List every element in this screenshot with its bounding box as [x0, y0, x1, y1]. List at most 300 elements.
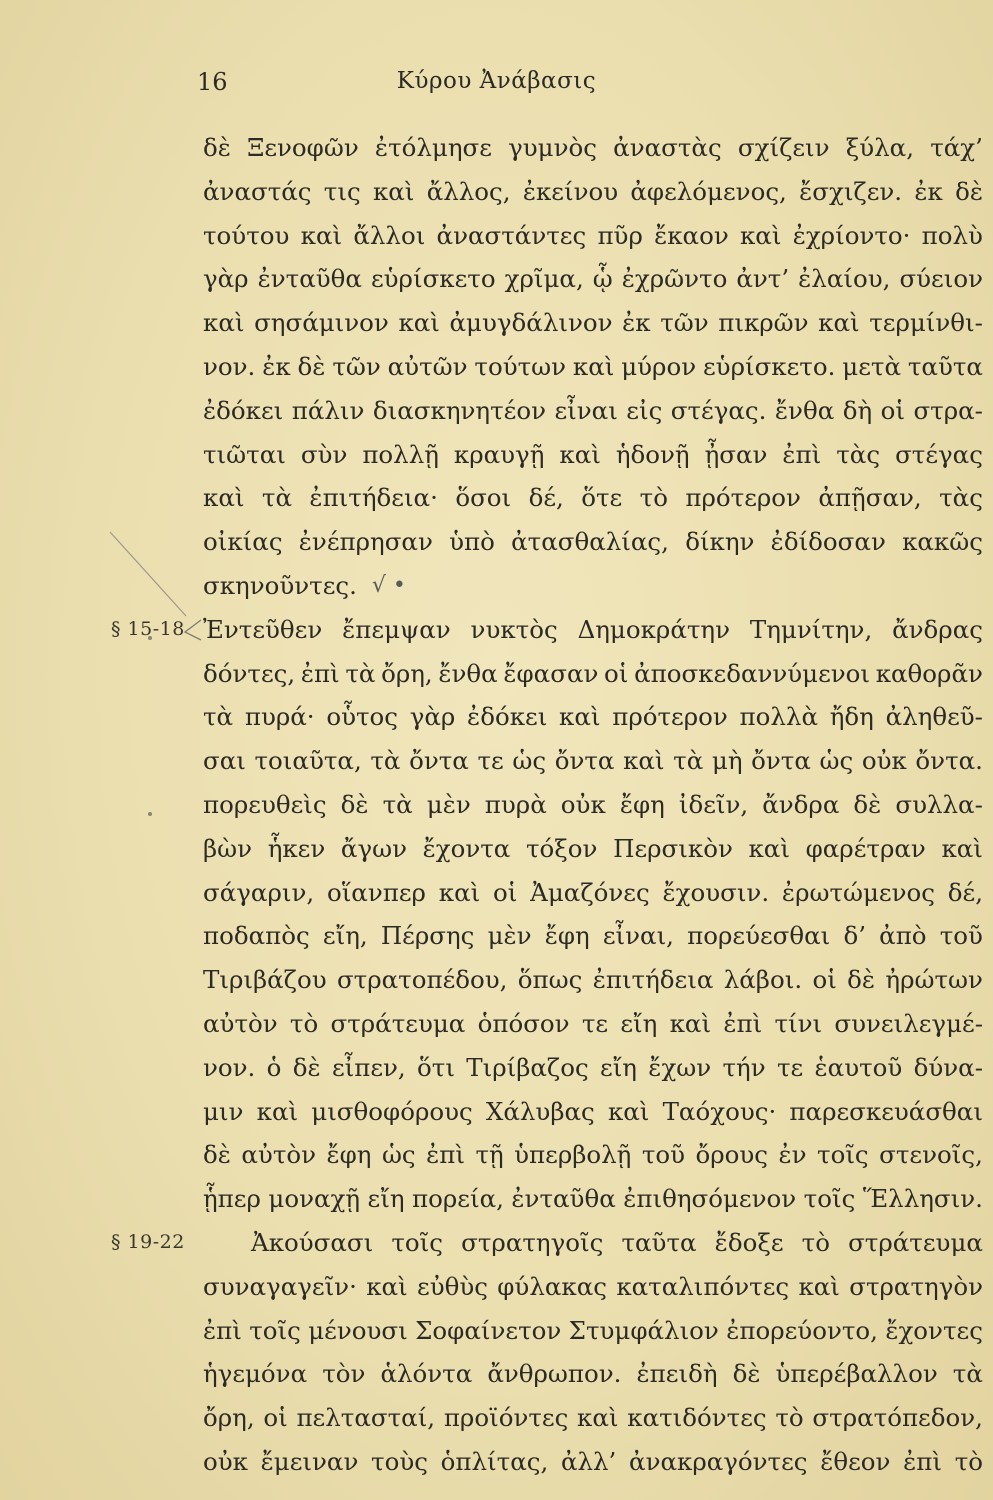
- word: ἀναστάντες: [436, 220, 587, 250]
- word: δ’: [843, 921, 866, 951]
- word: καὶ: [559, 439, 601, 469]
- word: καταλιπόντες: [616, 1271, 790, 1301]
- word: ἐκ: [914, 176, 943, 206]
- word: στρατόπεδον,: [812, 1403, 983, 1433]
- word: κατιδόντες: [627, 1403, 767, 1433]
- word: καὶ: [748, 833, 790, 863]
- word: χρῖμα,: [504, 264, 584, 294]
- word: πορευθεὶς: [203, 789, 327, 819]
- word: δόντες,: [203, 658, 296, 688]
- word: καὶ: [203, 308, 245, 338]
- word: ἠρώτων: [885, 965, 983, 995]
- word: ᾗπερ: [203, 1184, 261, 1214]
- word: ταῦτα: [621, 1227, 697, 1257]
- word: καὶ: [572, 351, 615, 381]
- word: ἐνέπρησαν: [298, 527, 433, 557]
- word: ἧκεν: [267, 833, 326, 863]
- word: μετὰ: [842, 351, 901, 381]
- word: τούτου: [203, 220, 290, 250]
- word: ὄντα.: [915, 746, 983, 776]
- word: ἐπειδὴ: [636, 1359, 718, 1389]
- word: καὶ: [559, 702, 601, 732]
- word: τούτων: [474, 351, 567, 381]
- text-line: [203, 914, 983, 958]
- word: ἔπεμψαν: [342, 614, 451, 644]
- word: μὴ: [711, 746, 743, 776]
- word: στενοῖς,: [879, 1140, 983, 1170]
- word: δὴ: [842, 395, 873, 425]
- word: ἔθεον: [820, 1446, 891, 1476]
- word: σκηνοῦντες.: [203, 570, 357, 600]
- word: ἔχων: [648, 1052, 712, 1082]
- word: ὄρη,: [381, 658, 433, 688]
- word: ἀποσκεδαννύμενοι: [634, 658, 871, 688]
- word: ἐπιτήδεια·: [309, 483, 438, 513]
- word: εἴη: [620, 1008, 658, 1038]
- word: ἔκαον: [654, 220, 729, 250]
- word: πάλιν: [291, 395, 365, 425]
- word: δὲ: [955, 176, 983, 206]
- word: τὸ: [775, 1403, 804, 1433]
- word: ἀναστάς: [203, 176, 312, 206]
- word: πῦρ: [597, 220, 643, 250]
- text-line: [203, 958, 983, 1002]
- word: ἔνθα: [438, 658, 498, 688]
- text-line: [203, 1090, 983, 1134]
- word: ταῦτα: [907, 351, 983, 381]
- word: ἐπιτήδεια: [592, 965, 714, 995]
- word: αὐτῶν: [387, 351, 468, 381]
- word: διασκηνητέον: [372, 395, 546, 425]
- word: συναγαγεῖν·: [203, 1271, 357, 1301]
- word: ἐπὶ: [723, 1008, 763, 1038]
- text-line: [203, 1440, 983, 1484]
- text-line: [203, 433, 983, 477]
- word: ἔχοντες: [885, 1315, 983, 1345]
- word: ἐδόκει: [467, 702, 548, 732]
- word: συνειλεγμέ-: [834, 1008, 983, 1038]
- word: τὸ: [954, 1446, 983, 1476]
- word: οἱ: [263, 1403, 288, 1433]
- word: ἐπὶ: [300, 658, 340, 688]
- word: ἡγεμόνα: [203, 1359, 308, 1389]
- word: πολλῇ: [362, 439, 439, 469]
- word: καὶ: [607, 1096, 650, 1126]
- word: καὶ: [623, 746, 665, 776]
- word: μοναχῇ: [268, 1184, 361, 1214]
- word: καθορᾶν: [875, 658, 983, 688]
- word: τοῖς: [803, 1184, 856, 1214]
- word: ὑπερβολῇ: [514, 1140, 632, 1170]
- word: εἴη: [367, 1184, 405, 1214]
- word: ὁ: [266, 1052, 282, 1082]
- word: κραυγῇ: [453, 439, 545, 469]
- word: ἀφελόμενος,: [630, 176, 787, 206]
- word: καὶ: [438, 877, 481, 907]
- word: Πέρσης: [380, 921, 475, 951]
- word: Σοφαίνετον: [415, 1315, 562, 1345]
- word: στρα-: [913, 395, 983, 425]
- word: νυκτὸς: [470, 614, 558, 644]
- word: εἰς: [626, 395, 663, 425]
- word: ἄνδρας: [892, 614, 983, 644]
- word: τε: [477, 746, 504, 776]
- word: τὰ: [673, 746, 704, 776]
- word: γυμνὸς: [508, 133, 597, 162]
- word: τὰς: [836, 439, 881, 469]
- word: τὸν: [322, 1359, 366, 1389]
- word: ἡδονῇ: [615, 439, 690, 469]
- word: ἀτασθαλίας,: [511, 527, 669, 557]
- word: τερμίνθι-: [869, 308, 983, 338]
- word: συλλα-: [895, 789, 983, 819]
- word: πρότερον: [685, 483, 801, 513]
- word: τὰ: [345, 658, 376, 688]
- word: εἶπεν,: [331, 1052, 406, 1082]
- word: τῶν: [660, 308, 709, 338]
- word: ξύλα,: [845, 133, 914, 162]
- word: ἄλλοι: [353, 220, 426, 250]
- word: ἔφη: [326, 1140, 372, 1170]
- word: ἔφη: [544, 921, 590, 951]
- word: στρατηγοῖς: [461, 1227, 604, 1257]
- word: ἐκ: [622, 308, 651, 338]
- word: τὰ: [203, 702, 234, 732]
- word: ἁλόντα: [380, 1359, 473, 1389]
- word: σάγαριν,: [203, 877, 315, 907]
- word: σησάμινον: [254, 308, 389, 338]
- word: εἶναι: [554, 395, 618, 425]
- text-line: [203, 564, 983, 608]
- word: τίνι: [774, 1008, 823, 1038]
- word: καὶ: [398, 308, 440, 338]
- word: οἱ: [812, 965, 837, 995]
- word: Δημοκράτην: [577, 614, 730, 644]
- word: καὶ: [941, 833, 983, 863]
- word: γὰρ: [409, 702, 456, 732]
- word: ἐκείνου: [522, 176, 619, 206]
- word: μύρον: [621, 351, 697, 381]
- text-line: [203, 1396, 983, 1440]
- word: τόξον: [526, 833, 598, 863]
- word: τὸ: [801, 1227, 830, 1257]
- word: πολὺ: [921, 220, 983, 250]
- word: ἔχοντα: [422, 833, 511, 863]
- word: δέ,: [528, 483, 564, 513]
- word: καὶ: [798, 1271, 840, 1301]
- word: καὶ: [366, 1271, 408, 1301]
- word: ἐχρῶντο: [621, 264, 728, 294]
- word: δύνα-: [913, 1052, 983, 1082]
- word: στέγας: [895, 439, 983, 469]
- word: Ἀμαζόνες: [530, 877, 650, 907]
- word: μιν: [203, 1096, 244, 1126]
- word: πικρῶν: [718, 308, 809, 338]
- word: οὐκ: [861, 746, 907, 776]
- word: καὶ: [669, 1008, 712, 1038]
- word: ἐπὶ: [782, 439, 822, 469]
- word: σαι: [203, 746, 246, 776]
- word: τῇ: [475, 1140, 504, 1170]
- word: ἐπορεύοντο,: [726, 1315, 878, 1345]
- word: ἔφη: [619, 789, 665, 819]
- word: Περσικὸν: [613, 833, 733, 863]
- word: ἐτόλμησε: [374, 133, 492, 162]
- word: ἐπὶ: [426, 1140, 465, 1170]
- pencil-angle-mark: [181, 618, 203, 642]
- word: αὐτὸν: [241, 1140, 317, 1170]
- text-line: [203, 1046, 983, 1090]
- word: δὲ: [847, 965, 876, 995]
- text-line: [203, 476, 983, 520]
- word: εὑρίσκετο: [370, 264, 496, 294]
- word: οἱ: [880, 395, 905, 425]
- text-line: [203, 520, 983, 564]
- word: μὲν: [426, 789, 471, 819]
- word: στρατηγὸν: [849, 1271, 983, 1301]
- word: ποδαπὸς: [203, 921, 310, 951]
- word: μένουσι: [308, 1315, 408, 1345]
- text-line: [203, 301, 983, 345]
- word: μισθοφόρους: [311, 1096, 473, 1126]
- word: τάχ’: [930, 133, 983, 162]
- word: τοῖς: [391, 1227, 444, 1257]
- check-mark-annotation: √ •: [371, 572, 406, 598]
- word: Στυμφάλιον: [568, 1315, 719, 1345]
- word: ἐχρίοντο·: [792, 220, 911, 250]
- text-line: [203, 1177, 983, 1221]
- word: τε: [581, 1008, 609, 1038]
- word: τοιαῦτα,: [254, 746, 362, 776]
- word: τοῦ: [641, 1140, 686, 1170]
- word: λάβοι.: [723, 965, 803, 995]
- word: προϊόντες: [443, 1403, 569, 1433]
- word: ὅτι: [417, 1052, 455, 1082]
- word: ἄνδρα: [762, 789, 840, 819]
- word: ἐδόκει: [203, 395, 284, 425]
- word: ἄνθρωπον.: [487, 1359, 622, 1389]
- word: ἐν: [778, 1140, 807, 1170]
- word: ᾖσαν: [704, 439, 768, 469]
- word: ὅσοι: [455, 483, 512, 513]
- running-title: Κύρου Ἀνάβασις: [396, 68, 597, 94]
- word: τὰ: [952, 1359, 983, 1389]
- text-line: [203, 783, 983, 827]
- word: καὶ: [818, 308, 860, 338]
- word: Ταόχους·: [662, 1096, 777, 1126]
- text-line: [203, 345, 983, 389]
- word: δὲ: [340, 789, 369, 819]
- pencil-diagonal-mark: [108, 530, 188, 620]
- word: ἐρωτώμενος: [781, 877, 935, 907]
- word: καὶ: [256, 1096, 299, 1126]
- word: νον.: [203, 1052, 256, 1082]
- word: ἀναστὰς: [613, 133, 722, 162]
- word: φαρέτραν: [805, 833, 926, 863]
- word: δὲ: [853, 789, 882, 819]
- word: πορεύεσθαι: [687, 921, 831, 951]
- text-line: [203, 214, 983, 258]
- word: ἔδοξε: [714, 1227, 784, 1257]
- word: καὶ: [577, 1403, 619, 1433]
- text-line: [203, 389, 983, 433]
- word: ἔχουσιν.: [662, 877, 770, 907]
- word: Τημνίτην,: [749, 614, 873, 644]
- word: ὡς: [381, 1140, 416, 1170]
- word: ἐπὶ: [203, 1315, 242, 1345]
- word: φύλακας: [497, 1271, 607, 1301]
- word: δὲ: [203, 133, 231, 162]
- word: οἰκίας: [203, 527, 283, 557]
- text-line: [203, 827, 983, 871]
- text-line: [203, 1352, 983, 1396]
- word: δὲ: [732, 1359, 761, 1389]
- section-reference: § 15-18: [111, 617, 185, 640]
- word: σύειον: [899, 264, 983, 294]
- word: ἔμειναν: [260, 1446, 359, 1476]
- word: Ἐντεῦθεν: [203, 614, 323, 644]
- word: κακῶς: [902, 527, 983, 557]
- word: εἴη,: [322, 921, 368, 951]
- word: γὰρ: [203, 264, 249, 294]
- word: ἀληθεῦ-: [885, 702, 983, 732]
- word: τοῖς: [249, 1315, 301, 1345]
- word: ἤδη: [829, 702, 874, 732]
- word: τοῖς: [817, 1140, 869, 1170]
- page-number: 16: [197, 68, 228, 96]
- word: τὰ: [261, 483, 292, 513]
- text-line: [203, 257, 983, 301]
- word: ὅτε: [581, 483, 623, 513]
- word: δὲ: [203, 1140, 231, 1170]
- word: οἱ: [493, 877, 518, 907]
- word: ἑαυτοῦ: [814, 1052, 903, 1082]
- text-line: [111, 1221, 983, 1265]
- word: ἄγων: [340, 833, 407, 863]
- word: ἐπὶ: [903, 1446, 942, 1476]
- word: ἐλαίου,: [798, 264, 891, 294]
- word: πολλὰ: [739, 702, 818, 732]
- word: ὄντα: [751, 746, 811, 776]
- word: ἐκ: [262, 351, 291, 381]
- word: τὰς: [939, 483, 983, 513]
- word: ἀμυγδάλινον: [449, 308, 613, 338]
- word: εἶναι,: [602, 921, 674, 951]
- word: τὰ: [370, 746, 401, 776]
- word: τις: [323, 176, 361, 206]
- word: ἐδίδοσαν: [770, 527, 886, 557]
- text-line: [203, 1265, 983, 1309]
- word: ὡς: [819, 746, 854, 776]
- word: Ξενοφῶν: [247, 133, 359, 162]
- word: σχίζειν: [737, 133, 830, 162]
- word: καὶ: [739, 220, 782, 250]
- word: ὁπόσον: [477, 1008, 570, 1038]
- word: ὁπλίτας,: [440, 1446, 549, 1476]
- word: ὄρους: [695, 1140, 769, 1170]
- word: ἐνταῦθα: [257, 264, 362, 294]
- word: ἀπῇσαν,: [818, 483, 922, 513]
- word: αὐτὸν: [203, 1008, 278, 1038]
- text-line: [203, 1002, 983, 1046]
- word: στρατοπέδου,: [336, 965, 508, 995]
- word: καὶ: [372, 176, 415, 206]
- word: μὲν: [487, 921, 532, 951]
- word: σὺν: [300, 439, 348, 469]
- word: οἵανπερ: [326, 877, 426, 907]
- word: ὑπερέβαλλον: [775, 1359, 938, 1389]
- text-line: [203, 652, 983, 696]
- word: Τιριβάζου: [203, 965, 327, 995]
- word: στράτευμα: [330, 1008, 466, 1038]
- word: ἔσχιζεν.: [799, 176, 903, 206]
- word: δίκην: [685, 527, 755, 557]
- word: στέγας.: [670, 395, 767, 425]
- text-line: [203, 170, 983, 214]
- page-header: [0, 62, 993, 102]
- text-line: [203, 126, 983, 170]
- word: τιῶται: [203, 439, 286, 469]
- word: ἀπὸ: [879, 921, 927, 951]
- word: Τιρίβαζος: [466, 1052, 589, 1082]
- word: Ἀκούσασι: [251, 1227, 374, 1257]
- word: δὲ: [297, 351, 326, 381]
- word: τε: [776, 1052, 804, 1082]
- word: τοῦ: [939, 921, 983, 951]
- word: καὶ: [203, 483, 245, 513]
- word: τὸ: [289, 1008, 319, 1038]
- text-line: [111, 608, 983, 652]
- word: δὲ: [292, 1052, 321, 1082]
- word: πυρά·: [244, 702, 315, 732]
- word: ὄντα: [554, 746, 615, 776]
- word: οἱ: [604, 658, 629, 688]
- text-line: [203, 1133, 983, 1177]
- word: τὸ: [639, 483, 668, 513]
- word: εὐθὺς: [417, 1271, 488, 1301]
- word: οὐκ: [560, 789, 606, 819]
- text-line: [203, 1309, 983, 1353]
- word: δέ,: [947, 877, 983, 907]
- word: ὡς: [512, 746, 547, 776]
- word: τὰ: [382, 789, 413, 819]
- word: πυρὰ: [484, 789, 547, 819]
- word: ἐνταῦθα: [511, 1184, 616, 1214]
- word: βὼν: [203, 833, 253, 863]
- word: ἄλλος,: [426, 176, 511, 206]
- word: πρότερον: [612, 702, 728, 732]
- word: εὑρίσκετο.: [702, 351, 836, 381]
- word: ἰδεῖν,: [678, 789, 749, 819]
- text-line: [203, 739, 983, 783]
- word: Χάλυβας: [485, 1096, 595, 1126]
- word: παρεσκευάσθαι: [789, 1096, 983, 1126]
- word: πελτασταί,: [296, 1403, 436, 1433]
- word: νον.: [203, 351, 256, 381]
- word: ἀνακραγόντες: [629, 1446, 808, 1476]
- word: ἔφασαν: [503, 658, 599, 688]
- word: οὗτος: [326, 702, 398, 732]
- word: ὄντα: [409, 746, 469, 776]
- word: ἀλλ’: [560, 1446, 617, 1476]
- text-line: [203, 871, 983, 915]
- word: στράτευμα: [848, 1227, 983, 1257]
- word: πορεία,: [412, 1184, 504, 1214]
- word: καὶ: [300, 220, 343, 250]
- word: ἀντ’: [736, 264, 790, 294]
- word: ἔνθα: [774, 395, 835, 425]
- word: τήν: [722, 1052, 766, 1082]
